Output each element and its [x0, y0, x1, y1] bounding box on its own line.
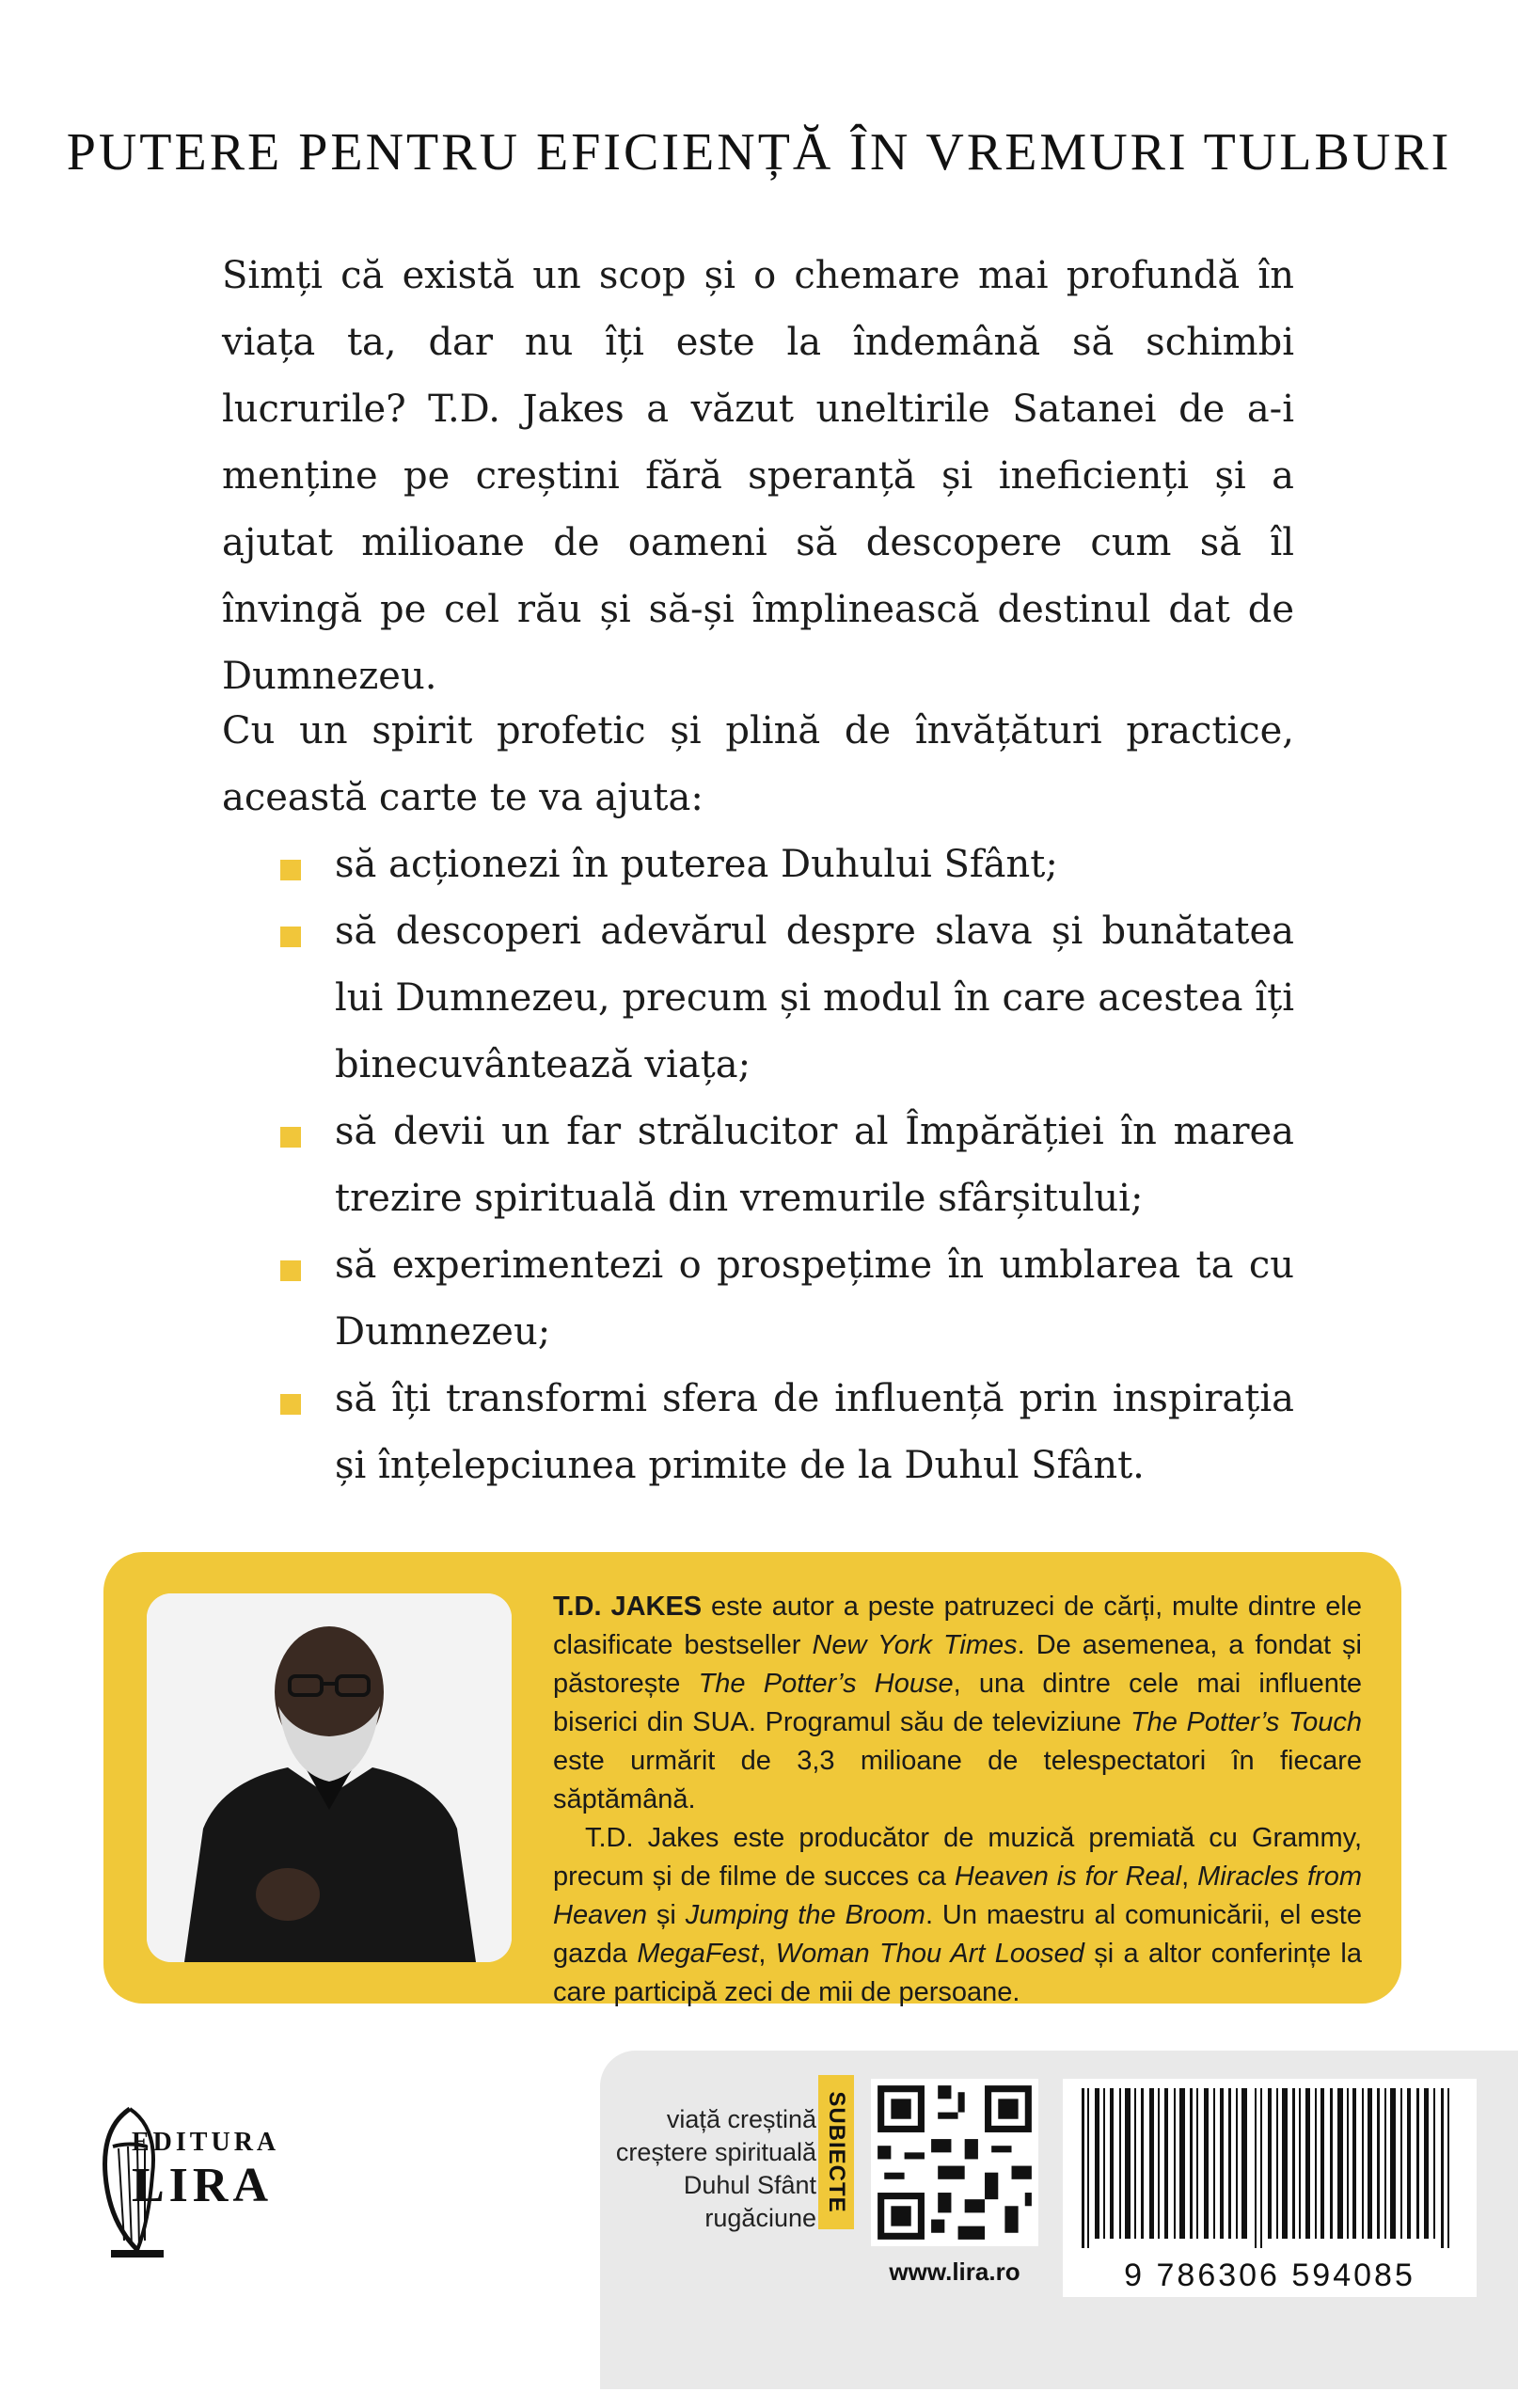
author-portrait-icon — [147, 1593, 512, 1962]
bio-text-run: este autor a peste patruzeci de cărți, multe dintre ele clasificate bestseller — [553, 1592, 1362, 1660]
list-item-text: să acționezi în puterea Duhului Sfânt; — [335, 843, 1058, 886]
list-item — [222, 832, 1294, 898]
bullet-square-icon — [280, 1260, 301, 1281]
author-photo — [147, 1593, 512, 1962]
bio-text-run: , — [758, 1939, 776, 1969]
list-item-text: să îți transformi sfera de influență prin inspirația și înțelepciunea primite de la Duhul Sfânt. — [335, 1377, 1294, 1487]
bio-italic-title: Woman Thou Art Loosed — [775, 1939, 1084, 1969]
subject-item: Duhul Sfânt — [683, 2171, 816, 2199]
bullet-square-icon — [280, 860, 301, 880]
subject-item: rugăciune — [704, 2204, 816, 2232]
author-name: T.D. JAKES — [553, 1592, 703, 1622]
publisher-line1: EDITURA — [132, 2128, 280, 2157]
bio-italic-title: The Potter’s House — [698, 1669, 954, 1699]
list-item-text: să descoperi adevărul despre slava și bunătatea lui Dumnezeu, precum și modul în care acestea îți binecuvântează viața; — [335, 910, 1294, 1086]
list-item — [222, 898, 1294, 1099]
bio-text-run: și a altor conferințe la care participă zeci de mii de persoane. — [553, 1939, 1363, 2007]
benefits-list — [222, 832, 1294, 1499]
bullet-square-icon — [280, 927, 301, 947]
bio-text-run: și — [646, 1900, 686, 1930]
bio-italic-title: New York Times — [812, 1630, 1018, 1660]
subjects-list — [609, 2103, 816, 2235]
bio-text-run: , una dintre cele mai influente biserici din SUA. Programul său de televiziune — [553, 1669, 1363, 1737]
subjects-tag — [818, 2075, 854, 2229]
author-bio-box — [103, 1552, 1401, 2007]
barcode-icon — [1063, 2079, 1477, 2248]
publisher-line2: LIRA — [132, 2159, 274, 2212]
qr-code-icon — [871, 2079, 1038, 2246]
bullet-square-icon — [280, 1127, 301, 1148]
qr-code — [871, 2079, 1038, 2246]
list-item — [222, 1232, 1294, 1366]
list-item-text: să devii un far strălucitor al Împărăției în marea trezire spirituală din vremurile sfârșitului; — [335, 1110, 1294, 1220]
bio-paragraph-1 — [553, 1588, 1362, 1819]
author-bio-text — [553, 1588, 1362, 2012]
bio-text-run: , — [1181, 1861, 1198, 1892]
bio-italic-title: Jumping the Broom — [685, 1900, 925, 1930]
list-item-text: să experimentezi o prospețime în umblarea ta cu Dumnezeu; — [335, 1244, 1294, 1354]
bio-text-run: . De asemenea, a fondat și păstorește — [553, 1630, 1362, 1699]
bio-italic-title: Heaven is for Real — [954, 1861, 1182, 1892]
bio-italic-title: The Potter’s Touch — [1130, 1707, 1362, 1737]
bio-italic-title: Miracles from Heaven — [553, 1861, 1362, 1930]
list-item — [222, 1366, 1294, 1499]
website-url: www.lira.ro — [889, 2258, 1020, 2286]
subject-item: viață creștină — [666, 2105, 816, 2133]
list-item — [222, 1099, 1294, 1232]
bullet-square-icon — [280, 1394, 301, 1415]
intro-paragraph: Simți că există un scop și o chemare mai profundă în viața ta, dar nu îți este la îndemână să schimbi lucrurile? T.D. Jakes a văzut uneltirile Satanei de a-i menține pe creștini fără speranță și ineficienți și a ajutat milioane de oameni să descopere cum să îl învingă pe cel rău și să-și împlinească destinul dat de Dumnezeu. — [222, 254, 1294, 698]
bio-text-run: T.D. Jakes este producător de muzică premiată cu Grammy, precum și de filme de succes ca — [553, 1823, 1362, 1892]
bio-paragraph-2 — [553, 1819, 1362, 2012]
lead-paragraph: Cu un spirit profetic și plină de învățături practice, această carte te va ajuta: — [222, 709, 1294, 819]
bio-text-run: este urmărit de 3,3 milioane de telespectatori în fiecare săptămână. — [553, 1746, 1362, 1814]
isbn-number: 9 786306 594085 — [1124, 2258, 1415, 2293]
book-title: PUTERE PENTRU EFICIENȚĂ ÎN VREMURI TULBURI — [66, 123, 1452, 182]
subjects-label: SUBIECTE — [824, 2091, 849, 2213]
subject-item: creștere spirituală — [615, 2138, 816, 2166]
bio-italic-title: MegaFest — [637, 1939, 759, 1969]
bio-text-run: . Un maestru al comunicării, el este gazda — [553, 1900, 1362, 1969]
